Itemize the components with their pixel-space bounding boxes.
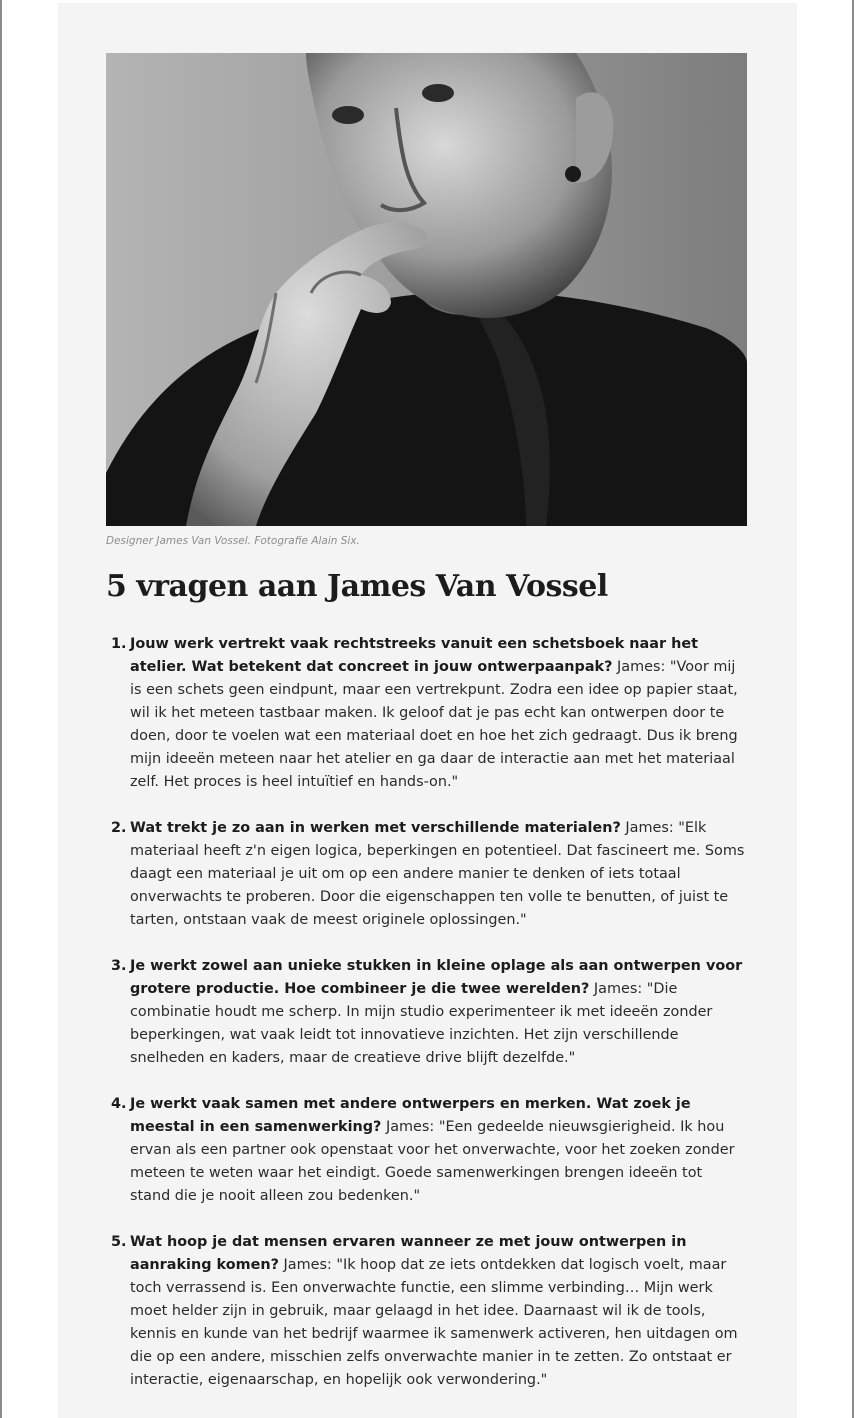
page-title: 5 vragen aan James Van Vossel bbox=[106, 569, 608, 604]
question-text: Jouw werk vertrekt vaak rechtstreeks vanuit een schetsboek naar het atelier. Wat betekent dat concreet in jouw ontwerpaanpak? bbox=[130, 636, 698, 675]
answer-text: James: "Voor mij is een schets geen eindpunt, maar een vertrekpunt. Zodra een idee op papier staat, wil ik het meteen tastbaar maken. Ik geloof dat je pas echt kan ontwerpen door te doen, door te voelen wat een materiaal doet en hoe het zich gedraagt. Dus ik breng mijn ideeën meteen naar het atelier en ga daar de interactie aan met het materiaal zelf. Het proces is heel intuïtief en hands-on." bbox=[130, 659, 738, 790]
question-text: Wat hoop je dat mensen ervaren wanneer ze met jouw ontwerpen in aanraking komen? bbox=[130, 1234, 687, 1273]
list-item bbox=[106, 817, 746, 932]
list-item bbox=[106, 955, 746, 1070]
answer-text: James: "Ik hoop dat ze iets ontdekken dat logisch voelt, maar toch verrassend is. Een onverwachte functie, een slimme verbinding… Mijn werk moet helder zijn in gebruik, maar gelaagd in het idee. Daarnaast wil ik de tools, kennis en kunde van het bedrijf waarmee ik samenwerk activeren, hen uitdagen om die op een andere, misschien zelfs onverwachte manier in te zetten. Zo ontstaat er interactie, eigenaarschap, en hopelijk ook verwondering." bbox=[130, 1257, 738, 1388]
list-item bbox=[106, 1231, 746, 1392]
item-number: 4. bbox=[111, 1096, 127, 1112]
item-number: 5. bbox=[111, 1234, 127, 1250]
list-item bbox=[106, 1093, 746, 1208]
item-number: 2. bbox=[111, 820, 127, 836]
page-border-left bbox=[0, 0, 2, 1418]
question-text: Je werkt zowel aan unieke stukken in kleine oplage als aan ontwerpen voor grotere productie. Hoe combineer je die twee werelden? bbox=[130, 958, 743, 997]
portrait-illustration bbox=[106, 53, 747, 526]
answer-text: James: "Die combinatie houdt me scherp. In mijn studio experimenteer ik met ideeën zonder beperkingen, wat vaak leidt tot innovatieve inzichten. Het zijn verschillende snelheden en kaders, maar de creatieve drive blijft dezelfde." bbox=[130, 981, 713, 1066]
item-number: 1. bbox=[111, 636, 127, 652]
photo-caption: Designer James Van Vossel. Fotografie Alain Six. bbox=[106, 535, 360, 547]
portrait-photo bbox=[106, 53, 747, 526]
interview-questions-list bbox=[106, 633, 746, 1415]
question-text: Wat trekt je zo aan in werken met verschillende materialen? bbox=[130, 820, 621, 836]
list-item bbox=[106, 633, 746, 794]
answer-text: James: "Elk materiaal heeft z'n eigen logica, beperkingen en potentieel. Dat fascineert me. Soms daagt een materiaal je uit om op een andere manier te denken of iets totaal onverwachts te proberen. Door die eigenschappen ten volle te benutten, of juist te tarten, ontstaan vaak de meest originele oplossingen." bbox=[130, 820, 745, 928]
item-number: 3. bbox=[111, 958, 127, 974]
answer-text: James: "Een gedeelde nieuwsgierigheid. Ik hou ervan als een partner ook openstaat voor het onverwachte, voor het zoeken zonder meteen te weten waar het eindigt. Goede samenwerkingen brengen ideeën tot stand die je nooit alleen zou bedenken." bbox=[130, 1119, 735, 1204]
question-text: Je werkt vaak samen met andere ontwerpers en merken. Wat zoek je meestal in een samenwerking? bbox=[130, 1096, 691, 1135]
article-card bbox=[58, 3, 797, 1418]
